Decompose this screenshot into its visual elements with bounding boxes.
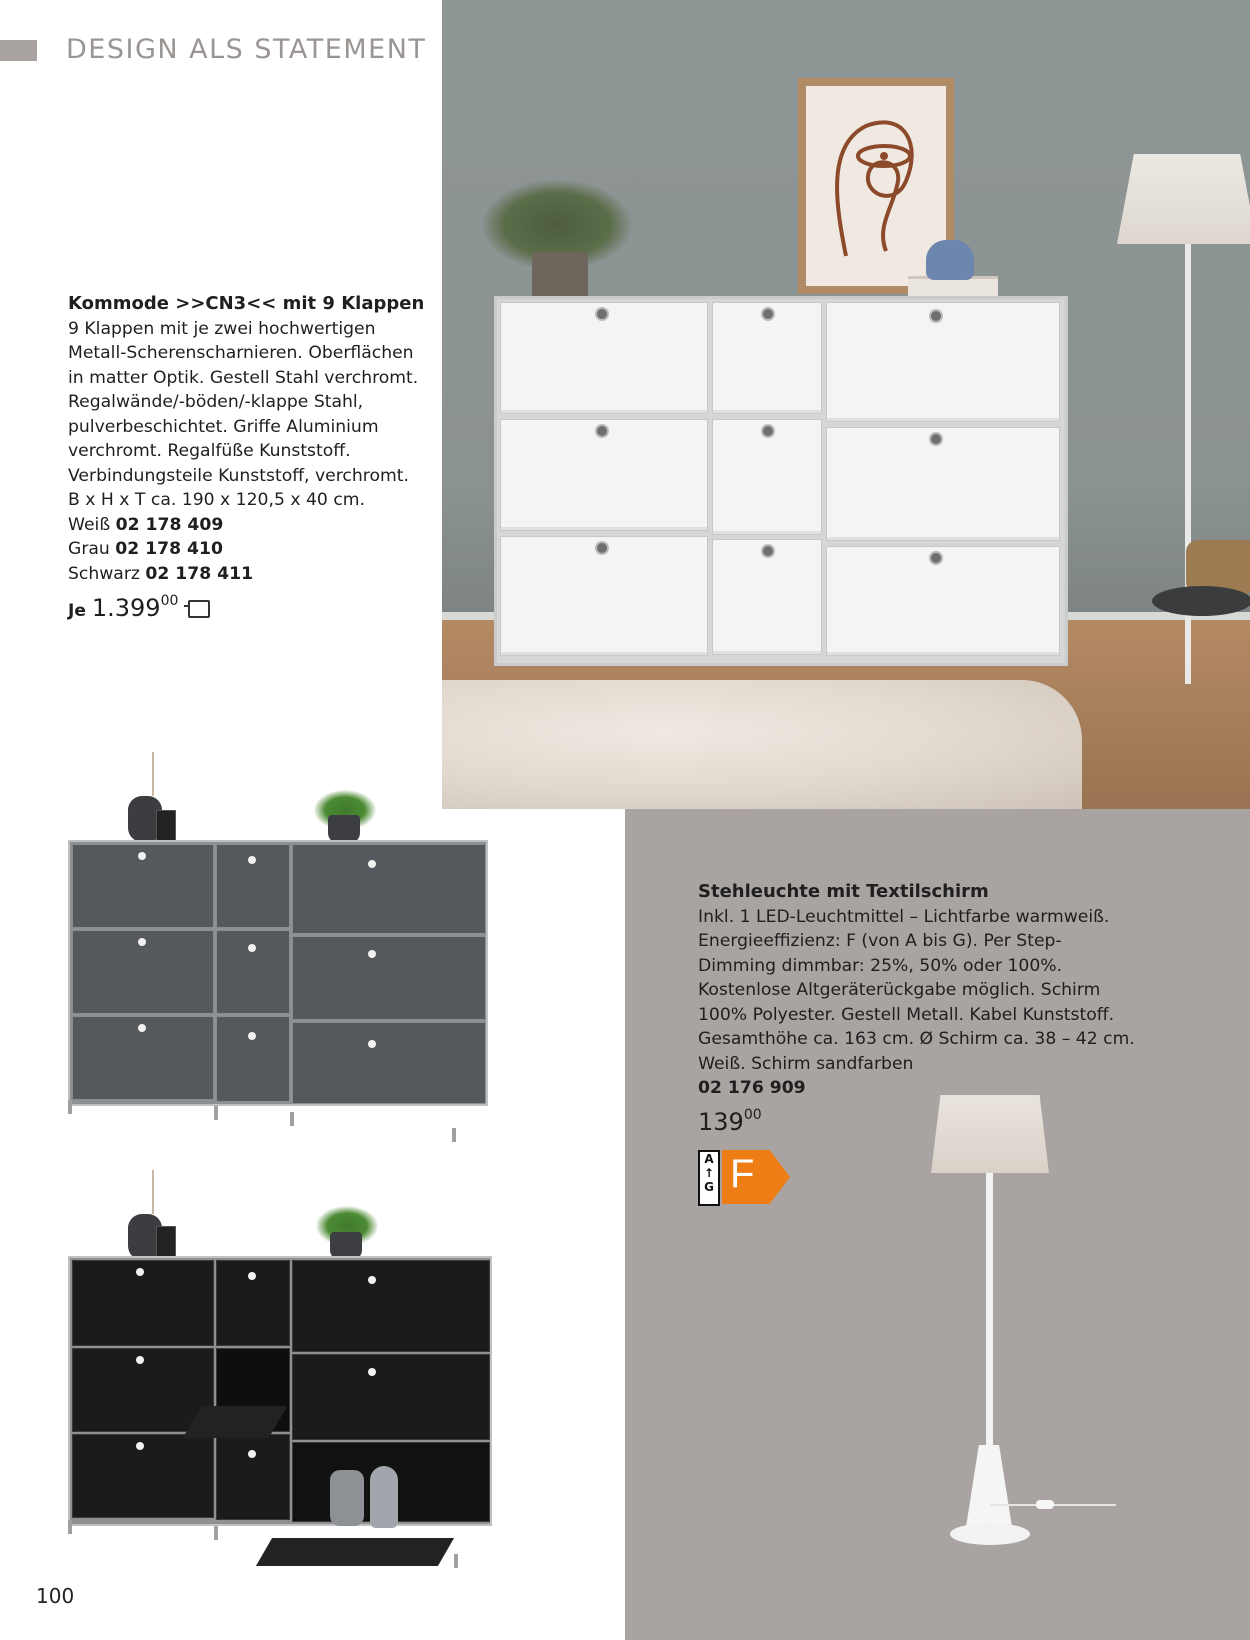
cabinet-door	[292, 1354, 490, 1440]
cabinet-door	[826, 302, 1060, 422]
cabinet-knob	[595, 541, 609, 555]
lamp-desc-line: Weiß. Schirm sandfarben	[698, 1053, 914, 1074]
photo-floor-lamp-pole	[1185, 244, 1191, 684]
price-main: 1.399	[91, 594, 161, 622]
lamp-desc-line: Gesamthöhe ca. 163 cm. Ø Schirm ca. 38 – 42 cm.	[698, 1029, 1135, 1049]
cabinet-leg	[452, 1128, 456, 1142]
cabinet-leg	[214, 1526, 218, 1540]
page-title: DESIGN ALS STATEMENT	[66, 34, 427, 65]
lamp-desc-line: Inkl. 1 LED-Leuchtmittel – Lichtfarbe warmweiß.	[698, 906, 1110, 927]
cabinet-door	[216, 1016, 290, 1102]
energy-scale-bottom: G	[704, 1180, 714, 1194]
cabinet-knob	[595, 307, 609, 321]
cabinet-door	[826, 546, 1060, 656]
energy-label	[698, 1150, 790, 1204]
candle-jar	[156, 810, 176, 842]
cabinet-leg	[454, 1554, 458, 1568]
cabinet-knob	[136, 1356, 144, 1364]
photo-stool	[1152, 586, 1250, 616]
photo-rug	[442, 680, 1082, 809]
plant-pot	[328, 815, 360, 843]
cabinet-desc-line: Regalwände/-böden/-klappe Stahl,	[68, 392, 364, 412]
variant-color: Schwarz	[68, 563, 140, 584]
delivery-truck-icon	[188, 600, 210, 618]
cabinet-knob	[929, 551, 943, 565]
dried-flower-stem	[152, 1170, 154, 1214]
variant-black	[68, 562, 428, 587]
photo-floor-lamp-shade	[1117, 154, 1250, 244]
cabinet-title: Kommode >>CN3<< mit 9 Klappen	[68, 293, 425, 314]
cabinet-door	[292, 1022, 486, 1104]
photo-blue-vase	[926, 240, 974, 280]
cabinet-knob	[368, 1368, 376, 1376]
cabinet-knob	[136, 1268, 144, 1276]
cabinet-leg	[214, 1106, 218, 1120]
cabinet-knob	[368, 1276, 376, 1284]
abstract-face-drawing	[806, 86, 946, 286]
cabinet-knob	[138, 938, 146, 946]
dried-flower-stem	[152, 752, 154, 796]
lamp-foot-switch	[1036, 1500, 1054, 1509]
cabinet-knob	[368, 860, 376, 868]
lamp-price	[698, 1108, 762, 1136]
cabinet-knob	[368, 1040, 376, 1048]
cabinet-knob	[595, 424, 609, 438]
page-number: 100	[36, 1584, 75, 1608]
energy-scale-top: A	[704, 1152, 714, 1166]
cabinet-leg	[290, 1112, 294, 1126]
lamp-foot	[950, 1523, 1030, 1545]
glass-vase	[330, 1470, 364, 1526]
cabinet-leg	[68, 1520, 72, 1534]
cabinet-knob	[929, 309, 943, 323]
lamp-article-number: 02 176 909	[698, 1078, 806, 1098]
lamp-desc-line: Energieeffizienz: F (von A bis G). Per Step-	[698, 931, 1062, 951]
energy-scale	[698, 1150, 720, 1206]
cabinet-knob	[368, 950, 376, 958]
photo-white-cabinet	[494, 296, 1068, 666]
cabinet-knob	[248, 1272, 256, 1280]
energy-scale-arrow-icon: ↑	[703, 1166, 715, 1180]
lamp-desc-line: Kostenlose Altgeräterückgabe möglich. Schirm	[698, 980, 1101, 1000]
cabinet-knob	[138, 852, 146, 860]
price-main: 139	[698, 1108, 744, 1136]
cabinet-desc-line: verchromt. Regalfüße Kunststoff.	[68, 441, 351, 461]
variant-white	[68, 513, 428, 538]
lamp-desc-line: 100% Polyester. Gestell Metall. Kabel Kunststoff.	[698, 1004, 1115, 1025]
cabinet-knob	[138, 1024, 146, 1032]
hero-room-photo	[442, 0, 1250, 809]
variant-grey	[68, 537, 428, 562]
photo-art-print	[806, 86, 946, 286]
cabinet-desc-line: B x H x T ca. 190 x 120,5 x 40 cm.	[68, 490, 365, 510]
cabinet-desc-line: pulverbeschichtet. Griffe Aluminium	[68, 416, 379, 437]
cabinet-knob	[761, 307, 775, 321]
cabinet-price	[68, 594, 210, 622]
cabinet-door	[292, 936, 486, 1020]
variant-color: Grau	[68, 539, 110, 559]
lamp-pole	[986, 1173, 993, 1453]
price-cents: 00	[160, 593, 179, 609]
variant-color: Weiß	[68, 514, 111, 535]
lamp-shade	[931, 1095, 1049, 1173]
open-cabinet-flap	[256, 1538, 454, 1566]
price-prefix: Je	[68, 601, 86, 621]
price-cents: 00	[743, 1107, 762, 1123]
cabinet-door	[826, 427, 1060, 541]
black-cabinet	[68, 1256, 492, 1526]
energy-grade: F	[730, 1152, 755, 1196]
cabinet-knob	[761, 424, 775, 438]
cabinet-knob	[136, 1442, 144, 1450]
cabinet-description	[68, 292, 428, 586]
cabinet-desc-line: Verbindungsteile Kunststoff, verchromt.	[68, 465, 409, 486]
photo-plant-pot	[532, 252, 588, 298]
cabinet-knob	[929, 432, 943, 446]
cabinet-door	[292, 1260, 490, 1352]
lamp-title: Stehleuchte mit Textilschirm	[698, 881, 989, 902]
cabinet-desc-line: Metall-Scherenscharnieren. Oberflächen	[68, 343, 414, 363]
cabinet-knob	[761, 544, 775, 558]
cabinet-door	[216, 930, 290, 1014]
cabinet-door	[292, 844, 486, 934]
lamp-desc-line: Dimming dimmbar: 25%, 50% oder 100%.	[698, 955, 1063, 976]
cabinet-desc-line: 9 Klappen mit je zwei hochwertigen	[68, 318, 376, 339]
header-accent-bar	[0, 40, 37, 61]
glass-vase	[370, 1466, 398, 1528]
lamp-description	[698, 880, 1135, 1101]
grey-cabinet	[68, 840, 488, 1106]
variant-article: 02 178 411	[145, 563, 254, 584]
cabinet-desc-line: in matter Optik. Gestell Stahl verchromt.	[68, 367, 419, 388]
variant-article: 02 178 410	[115, 539, 223, 559]
cabinet-knob	[248, 1450, 256, 1458]
cabinet-door	[216, 1434, 290, 1520]
cabinet-knob	[248, 1032, 256, 1040]
cabinet-leg	[68, 1100, 72, 1114]
cabinet-knob	[248, 856, 256, 864]
variant-article: 02 178 409	[115, 514, 224, 535]
cabinet-knob	[248, 944, 256, 952]
candle-jar	[156, 1226, 176, 1258]
